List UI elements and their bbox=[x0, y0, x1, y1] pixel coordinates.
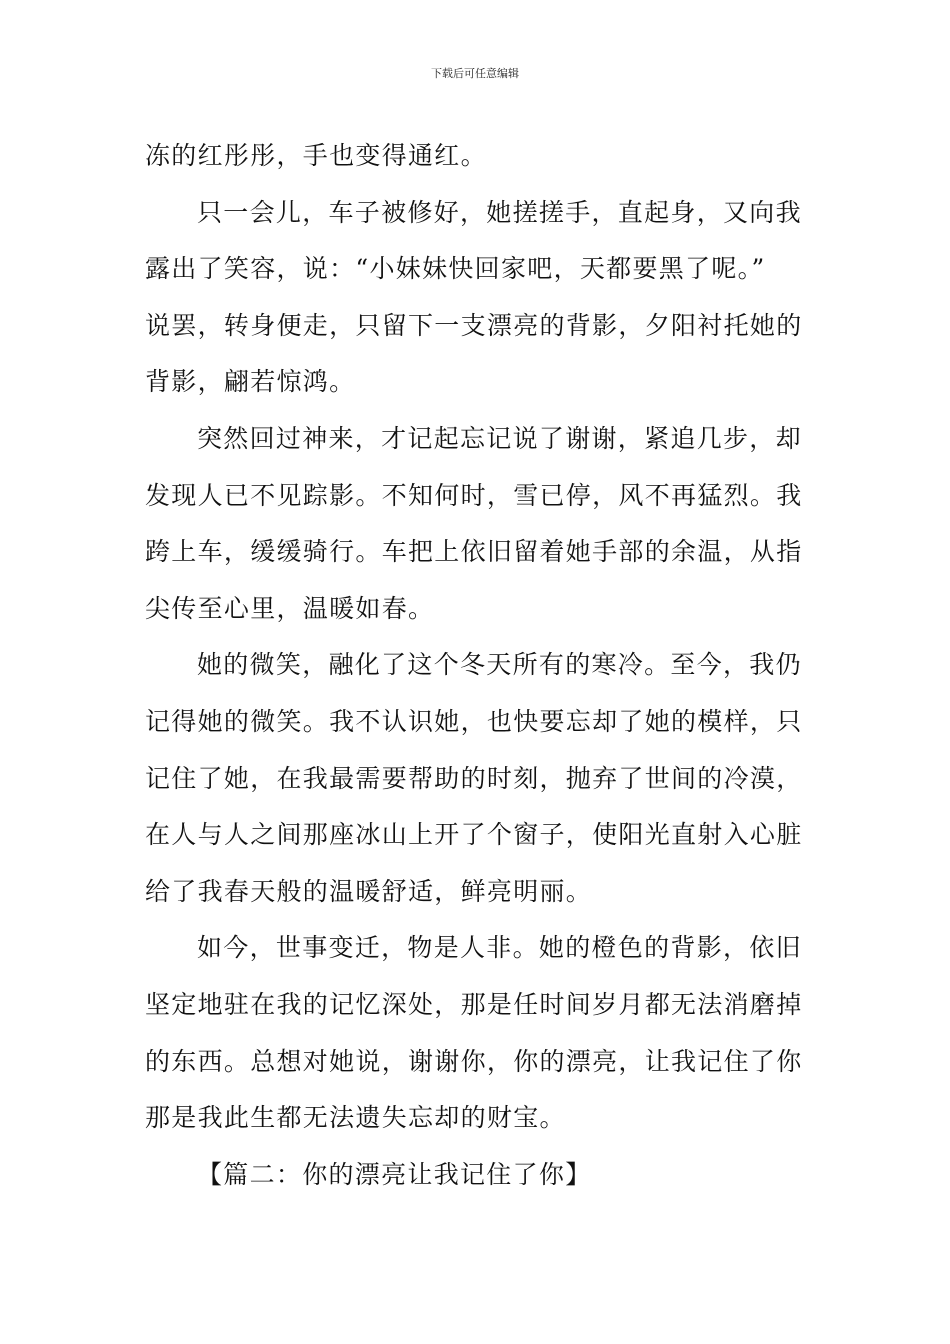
paragraph-start-line: 只一会儿，车子被修好，她搓搓手，直起身，又向我 bbox=[197, 197, 802, 227]
text-line: 跨上车，缓缓骑行。车把上依旧留着她手部的余温，从指 bbox=[145, 537, 803, 567]
text-line: 背影，翩若惊鸿。 bbox=[145, 367, 356, 397]
page-header: 下载后可任意编辑 bbox=[431, 67, 519, 80]
document-body bbox=[145, 128, 807, 1203]
text-line: 冻的红彤彤，手也变得通红。 bbox=[145, 141, 487, 170]
paragraph-start-line: 突然回过神来，才记起忘记说了谢谢，紧追几步，却 bbox=[197, 423, 802, 453]
text-line: 记得她的微笑。我不认识她，也快要忘却了她的模样，只 bbox=[145, 706, 803, 736]
text-line: 发现人已不见踪影。不知何时，雪已停，风不再猛烈。我 bbox=[145, 480, 803, 510]
text-line: 说罢，转身便走，只留下一支漂亮的背影，夕阳衬托她的 bbox=[145, 310, 803, 340]
text-line: 记住了她，在我最需要帮助的时刻，抛弃了世间的冷漠， bbox=[145, 763, 803, 793]
paragraph-start-line: 她的微笑，融化了这个冬天所有的寒冷。至今，我仍 bbox=[197, 650, 802, 680]
text-line: 那是我此生都无法遗失忘却的财宝。 bbox=[145, 1103, 566, 1133]
text-line: 在人与人之间那座冰山上开了个窗子，使阳光直射入心脏 bbox=[145, 820, 803, 850]
text-line: 的东西。总想对她说，谢谢你，你的漂亮，让我记住了你 bbox=[145, 1046, 803, 1076]
text-line: 给了我春天般的温暖舒适，鲜亮明丽。 bbox=[145, 876, 593, 906]
text-line: 露出了笑容，说：“小妹妹快回家吧，天都要黑了呢。” bbox=[145, 254, 766, 284]
paragraph-start-line: 如今，世事变迁，物是人非。她的橙色的背影，依旧 bbox=[197, 933, 802, 963]
text-line: 尖传至心里，温暖如春。 bbox=[145, 593, 435, 623]
section-heading: 【篇二：你的漂亮让我记住了你】 bbox=[197, 1159, 592, 1189]
text-line: 坚定地驻在我的记忆深处，那是任时间岁月都无法消磨掉 bbox=[145, 989, 803, 1019]
